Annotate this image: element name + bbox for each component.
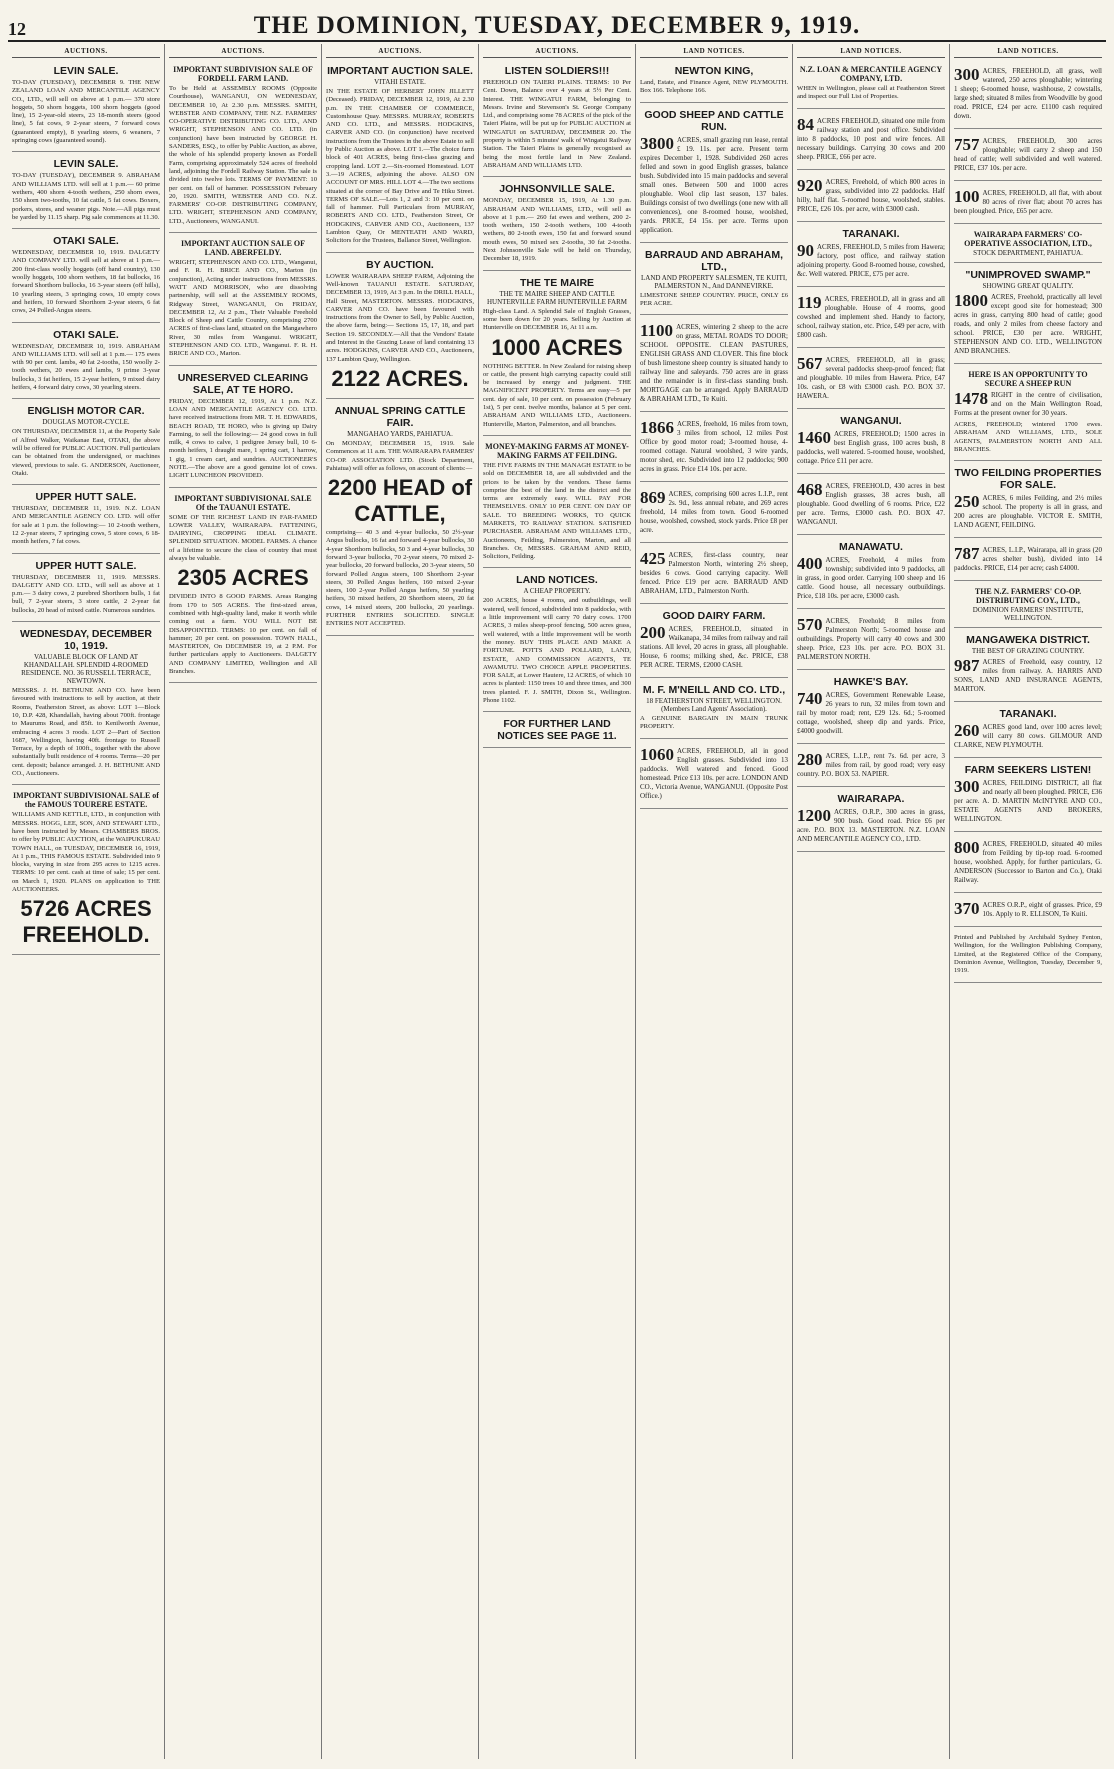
- acreage-headline: 5726 ACRES FREEHOLD.: [20, 896, 152, 948]
- acreage-text: ACRES, FREEHOLD, all in grass; several paddocks sheep-proof fenced; flat and ploughable. 10 miles from Hawera. Price, £47 10s. cash, or £8 with £3000 cash. P.O. BOX 37. HAWERA.: [797, 355, 945, 400]
- notice-heading: WAIRARAPA.: [837, 792, 905, 805]
- notice-heading: MANAWATU.: [839, 540, 903, 553]
- acreage-number: 1800: [954, 291, 988, 310]
- notice-subheading: THE TE MAIRE SHEEP AND CATTLE HUNTERVILLE FARM HUNTERVILLE FARM: [487, 289, 627, 306]
- acreage-listing: [954, 658, 1102, 694]
- acreage-text: ACRES, first-class country, near Palmerston North, wintering 2½ sheep, besides 6 cows. Good carrying capacity. Well fenced. Price £19 per acre. BARRAUD AND ABRAHAM, LTD., Palmerston North.: [640, 551, 788, 596]
- notice: [954, 131, 1102, 181]
- notice-heading: FARM SEEKERS LISTEN!: [964, 764, 1092, 777]
- acreage-listing: [954, 901, 1102, 919]
- notice: [954, 704, 1102, 758]
- column-6: [793, 44, 950, 1759]
- acreage-listing: [797, 479, 945, 527]
- notice-heading: JOHNSONVILLE SALE.: [499, 183, 615, 196]
- acreage-text: ACRES O.R.P., eight of grasses. Price, £9 10s. Apply to R. ELLISON, Te Kuiti.: [982, 901, 1102, 919]
- notice: [169, 368, 317, 488]
- notice-body: THURSDAY, DECEMBER 11, 1919. MESSRS. DALGETY AND CO. LTD., will sell as above at 1 p.m.— 3 dairy cows, 2 purebred Shorthorn bulls, 1 fat bull, 7 2-year steers, 3 store cattle, 2 2-year fat bullocks, 20 head of mixed cattle. Numerous sundries.: [12, 573, 160, 614]
- notice-body: LOWER WAIRARAPA SHEEP FARM, Adjoining the Well-known TAUANUI ESTATE. SATURDAY, DECEMBER 13, 1919, At 3 p.m. In the DRILL HALL, Hall Street, MASTERTON. MESSRS. HODGKINS, CARVER AND CO. have been favoured with instructions from the Owner to Sell, by Public Auction, the above farm, being:— Sections 15, 17, 18, and part Section 19. SECONDLY.—All that the Vendors' Estate and Interest in the Grazing Lease of land containing 13 acres. HODGKINS, CARVER AND CO., Auctioneers, 137 Lambton Quay, Wellington.: [326, 272, 474, 363]
- acreage-number: 3800: [640, 133, 674, 153]
- acreage-number: 1478: [954, 389, 988, 408]
- notice-heading: M. F. M'NEILL AND CO. LTD.,: [642, 684, 786, 697]
- acreage-number: 570: [797, 614, 823, 634]
- acreage-listing: [640, 420, 788, 474]
- notice: [954, 834, 1102, 893]
- columns-container: [8, 44, 1106, 1759]
- acreage-listing: [954, 189, 1102, 216]
- notice: [640, 245, 788, 316]
- acreage-number: 567: [797, 353, 823, 373]
- notice: [640, 545, 788, 604]
- notice-body-continued: NOTHING BETTER. In New Zealand for raising sheep or cattle, the present high carrying capacity could still be increased by energy and judgment. THE MAGNIFICENT PROPERTY. Terms are easy—5 per cent. day of sale, 10 per cent. on possession (February 1st), 5 per cent. twelve months, balance at 5 per cent. ABRAHAM AND WILLIAMS LTD., Auctioneers. Hunterville, Marton, Palmerston, and all branches.: [483, 362, 631, 428]
- notice: [12, 487, 160, 553]
- acreage-number: 740: [797, 688, 823, 708]
- acreage-number: 250: [954, 492, 980, 512]
- acreage-text: ACRES, 6 miles Feilding, and 2½ miles school. The property is all in grass, and 200 acres are ploughable. VICTOR E. SMITH, LAND AGENT, FEILDING.: [954, 494, 1102, 530]
- newspaper-title: THE DOMINION, TUESDAY, DECEMBER 9, 1919.: [253, 12, 861, 39]
- notice-body: WHEN in Wellington, please call at Featherston Street and inspect our Full List of Properties.: [797, 85, 945, 101]
- notice: [12, 787, 160, 955]
- notice: [12, 325, 160, 400]
- acreage-text: ACRES, FREEHOLD, situated in Waikanapa, 34 miles from railway and rail stations. All level, 20 acres in grass, all ploughable. House, 6 rooms; milking shed, &c. PRICE, £38 PER ACRE. TERMS, £2000 CASH.: [640, 625, 788, 670]
- acreage-text: ACRES, FEILDING DISTRICT, all flat and nearly all been ploughed. PRICE, £36 per acre. A. D. MARTIN McINTYRE AND CO., ESTATE AGENTS AND BROKERS, WELLINGTON.: [954, 779, 1102, 824]
- acreage-number: 260: [954, 721, 980, 741]
- notice: [797, 789, 945, 852]
- notice: [954, 583, 1102, 628]
- notice: [797, 611, 945, 670]
- notice: [797, 111, 945, 170]
- acreage-text: ACRES, Freehold, of which 800 acres in grass, subdivided into 22 paddocks. Half hilly, half flat. 5-roomed house, woolshed, stables. PRICE, £26 10s. per acre, with £3000 cash.: [797, 177, 945, 213]
- acreage-listing: [797, 427, 945, 466]
- notice-subheading: LAND AND PROPERTY SALESMEN, TE KUITI, PALMERSTON N., And DANNEVIRKE.: [641, 273, 787, 290]
- notice: [954, 929, 1102, 982]
- column-header: LAND NOTICES.: [954, 44, 1102, 58]
- notice-heading: LAND NOTICES.: [516, 574, 598, 587]
- notice-heading: GOOD DAIRY FARM.: [662, 610, 766, 623]
- acreage-listing: [797, 614, 945, 662]
- acreage-text: ACRES, FREEHOLD, 300 acres ploughable; will carry 2 sheep and 150 head of cattle; well subdivided and well watered. PRICE, £37 10s. per acre.: [954, 137, 1102, 172]
- notice-body: THURSDAY, DECEMBER 11, 1919. N.Z. LOAN AND MERCANTILE AGENCY CO. LTD. will offer for sale at 1 p.m. the following:— 10 2-tooth wethers, 12 2-year steers, 7 springing cows, 5 store cows, 6 18-month heifers, 7 fat cows.: [12, 505, 160, 546]
- notice: [483, 714, 631, 748]
- notice: [483, 61, 631, 177]
- notice-body-continued: comprising— 40 3 and 4-year bullocks, 50 2½-year Angus bullocks, 16 fat and forward 4-year bullocks, 30 4-year Shorthorn bullocks, 50 3 and 4-year bullocks, 30 forward 3-year bullocks, 70 2-year steers, 70 mixed 2-year bullocks, 20 forward bullocks, 20 3-year steers, 50 forward Polled Angus steers, 100 Shorthorn 2-year steers, 30 Polled Angus heifers, 160 mixed 2-year steers, 100 2-year Polled Angus heifers, 50 yearling heifers, 30 mixed heifers, 20 Shorthorn steers, 20 fat cows, 14 mixed steers, 200 bullocks, 20 yearlings. FURTHER ENTRIES SOLICITED. SINGLE ENTRIES NOT ACCEPTED.: [326, 529, 474, 628]
- notice-subheading: STOCK DEPARTMENT, PAHIATUA.: [973, 249, 1083, 257]
- acreage-listing: [797, 114, 945, 162]
- acreage-text: RIGHT in the centre of civilisation, and on the Main Wellington Road, Forms at the present owner for 30 years.: [954, 391, 1102, 417]
- acreage-listing: [954, 723, 1102, 750]
- notice-subheading: DOMINION FARMERS' INSTITUTE, WELLINGTON.: [972, 606, 1084, 623]
- notice-body: FREEHOLD ON TAIERI PLAINS. TERMS: 10 Per Cent. Down, Balance over 4 years at 5½ Per Cent. Interest. THE WINGATUI FARM, belonging to Messrs. Irvine and Stevenson's St. George Company Ltd., and comprising some 78 ACRES of the pick of the Taieri Plains, will be put up for PUBLIC AUCTION at WINGATUI on SATURDAY, DECEMBER 20. The property is within 5 minutes' walk of Wingatui Railway Station. The Taieri Plains is generally recognised as being the most fertile land in New Zealand. ABRAHAM AND WILLIAMS LTD.: [483, 79, 631, 169]
- notice: [326, 255, 474, 399]
- acreage-text: ACRES, FREEHOLD, all flat, with about 80 acres of river flat; about 70 acres has been ploughed. Price, £65 per acre.: [954, 189, 1102, 215]
- notice: [954, 265, 1102, 364]
- notice: [640, 606, 788, 678]
- notice-heading: IMPORTANT SUBDIVISIONAL SALE Of the TAUANUI ESTATE.: [174, 493, 312, 512]
- acreage-number: 119: [797, 292, 822, 312]
- notice: [954, 366, 1102, 461]
- acreage-headline: 2305 ACRES: [177, 565, 309, 591]
- acreage-listing: [797, 749, 945, 779]
- notice: [954, 183, 1102, 224]
- notice: [797, 746, 945, 787]
- notice-heading: UPPER HUTT SALE.: [35, 559, 137, 572]
- notice-heading: TWO FEILDING PROPERTIES FOR SALE.: [954, 467, 1102, 492]
- notice-body: Printed and Published by Archibald Sydney Fenton, Wellington, for the Wellington Publishing Company, Limited, at the Registered Office of the Company, Dominion Avenue, Wellington, Tuesday, December 9, 1919.: [954, 934, 1102, 975]
- acreage-listing: [797, 292, 945, 340]
- acreage-text: ACRES FREEHOLD, situated one mile from railway station and post office. Subdivided into 8 paddocks, 10 post and wire fences. All necessary buildings. Carrying 30 cows and 200 sheep. PRICE, £66 per acre.: [797, 116, 945, 161]
- notice: [483, 570, 631, 712]
- notice-subheading: VALUABLE BLOCK OF LAND AT KHANDALLAH. SPLENDID 4-ROOMED RESIDENCE. NO. 36 RUSSELL TERRACE, NEWTOWN.: [21, 653, 151, 686]
- column-4: [479, 44, 636, 1759]
- acreage-text: ACRES, FREEHOLD, 5 miles from Hawera; factory, post office, and railway station adjoining property. Good 8-roomed house, cowshed, &c. Well watered. PRICE, £75 per acre.: [797, 242, 945, 278]
- acreage-text: ACRES, wintering 2 sheep to the acre on grass, METAL ROADS TO DOOR; SCHOOL OPPOSITE. CLEAN PASTURES, ENGLISH GRASS AND CLOVER. This fine block of bush limestone sheep country is situated handy to railway line and saleyards. 750 acres are in grass and the remainder is in first-class standing bush. MORTGAGE can be arranged. Apply BARRAUD & ABRAHAM LTD., Te Kuiti.: [640, 323, 788, 404]
- notice-body: Land, Estate, and Finance Agent, NEW PLYMOUTH. Box 166. Telephone 166.: [640, 79, 788, 95]
- acreage-text: ACRES of Freehold, easy country, 12 miles from railway. A. HARRIS AND SONS, LAND AND INSURANCE AGENTS, MARTON.: [954, 658, 1102, 694]
- acreage-number: 920: [797, 175, 823, 195]
- acreage-text: ACRES, FREEHOLD, all in good English grasses. Subdivided into 13 paddocks. Well watered and fenced. Good homestead. Price £13 10s. per acre. LONDON AND CO., Victoria Avenue, WANGANUI. (Opposite Post Office.): [640, 746, 788, 800]
- notice-heading: WAIRARAPA FARMERS' CO-OPERATIVE ASSOCIATION, LTD.,: [964, 230, 1092, 248]
- notice-heading: THE TE MAIRE: [519, 276, 595, 289]
- acreage-text: ACRES, FREEHOLD, all in grass and all ploughable. House of 4 rooms, good cowshed and implement shed. Handy to factory, school, railway station, etc. Price, £49 per acre, with £800 cash.: [797, 294, 945, 339]
- notice: [797, 172, 945, 222]
- notice-body: LIMESTONE SHEEP COUNTRY. PRICE, ONLY £6 PER ACRE.: [640, 291, 788, 307]
- column-3: [322, 44, 479, 1759]
- acreage-listing: [954, 293, 1102, 356]
- notice: [12, 61, 160, 152]
- notice: [169, 490, 317, 684]
- notice-body: THE FIVE FARMS IN THE MANAGH ESTATE to be sold on DECEMBER 18, are all subdivided and the prices to be taken by the vendors. These farms comprise the best of the land in the district and the terms are extremely easy. WILL PAY FOR THEMSELVES. ONLY 10 PER CENT. ON DAY OF SALE. TO BREEDING WORKS, TO QUICK MARKETS, TO RAILWAY STATION. SATISFIED PURCHASER. ABRAHAM AND WILLIAMS LTD., Auctioneers, Feilding, Palmerston, Marton, and all Branches. Or, MESSRS. GRAHAM AND REID, Solicitors, Feilding.: [483, 461, 631, 561]
- notice-heading: LISTEN SOLDIERS!!!: [504, 65, 610, 77]
- notice: [12, 624, 160, 785]
- notice-body: A GENUINE BARGAIN IN MAIN TRUNK PROPERTY.: [640, 715, 788, 731]
- notice: [797, 61, 945, 109]
- acreage-number: 84: [797, 114, 814, 134]
- notice-body: MONDAY, DECEMBER 15, 1919, At 1.30 p.m. ABRAHAM AND WILLIAMS, LTD., will sell as above at 1 p.m.— 260 fat ewes and wethers, 200 2-tooth wethers, 150 2-tooth wethers, 100 4-tooth wethers, 80 2-tooth ewes, 150 fat and forward sound mouth ewes, 50 mixed sex 2-tooths, 30 fat 2-tooths. Next Johnsonville Sale will be held on Thursday, December 18, 1919.: [483, 197, 631, 263]
- acreage-number: 90: [797, 240, 814, 260]
- notice-subheading: VITAHI ESTATE.: [374, 78, 426, 86]
- acreage-listing: [954, 67, 1102, 121]
- column-header: AUCTIONS.: [12, 44, 160, 58]
- notice: [326, 61, 474, 253]
- column-1: [8, 44, 165, 1759]
- notice-heading: BARRAUD AND ABRAHAM, LTD.,: [644, 248, 784, 273]
- notice-heading: "UNIMPROVED SWAMP.": [965, 269, 1091, 281]
- notice: [640, 105, 788, 243]
- notice: [640, 680, 788, 739]
- notice-heading: MONEY-MAKING FARMS AT MONEY-MAKING FARMS AT FEILDING.: [485, 441, 629, 460]
- notice-heading: UNRESERVED CLEARING SALE, AT TE HORO.: [177, 371, 309, 396]
- notice-body: To be Held at ASSEMBLY ROOMS (Opposite Courthouse), WANGANUI, ON WEDNESDAY, DECEMBER 10, At 2.30 p.m. MESSRS. SMITH, WEBSTER AND COMPANY, THE N.Z. FARMERS' CO-OPERATIVE DISTRIBUTING CO. LTD., AND WRIGHT, STEPHENSON AND CO. LTD. (in conjunction) have been instructed by GEORGE H. SANDERS, ESQ., to offer by Public Auction, as above, the whole of his splendid property known as Fordell Farm, comprising approximately 524 acres of freehold land, adjoining the Fordell Railway Station. The sale is divided into twelve lots. TERMS OF PAYMENT: 10 per cent. on fall of hammer. POSSESSION February 20, 1920. SMITH, WEBSTER AND CO. N.Z. FARMERS' CO-OP. DISTRIBUTING COMPANY, LTD. WRIGHT, STEPHENSON AND COMPANY, LTD., Auctioneers, WANGANUI.: [169, 85, 317, 225]
- notice-subheading: A CHEAP PROPERTY.: [523, 587, 591, 596]
- notice-heading: WANGANUI.: [840, 414, 902, 427]
- notice-heading: BY AUCTION.: [366, 258, 434, 271]
- notice-heading: NEWTON KING,: [674, 65, 754, 77]
- notice-heading: OTAKI SALE.: [53, 328, 119, 341]
- notice-heading: N.Z. LOAN & MERCANTILE AGENCY COMPANY, LTD.: [799, 65, 943, 83]
- acreage-text: ACRES, L.I.P., rent 7s. 6d. per acre, 3 miles from rail, by good road; very easy country. P.O. BOX 53. NAPIER.: [797, 751, 945, 778]
- notice-heading: TARANAKI.: [842, 227, 900, 240]
- notice: [483, 179, 631, 270]
- acreage-listing: [640, 625, 788, 670]
- notice: [954, 760, 1102, 832]
- notice-heading: LEVIN SALE.: [53, 65, 119, 77]
- notice: [483, 273, 631, 436]
- acreage-listing: [640, 323, 788, 404]
- notice: [797, 537, 945, 609]
- acreage-number: 300: [954, 65, 980, 84]
- acreage-listing: [797, 553, 945, 601]
- acreage-headline: 2122 ACRES.: [331, 365, 469, 391]
- notice-body: High-class Land. A Splendid Sale of English Grasses, some been down for 20 years. Selling by Auction at Hunterville on DECEMBER 16, At 11 a.m.: [483, 307, 631, 332]
- acreage-listing: [797, 353, 945, 401]
- notice-heading: ANNUAL SPRING CATTLE FAIR.: [334, 404, 466, 429]
- notice-heading: IMPORTANT AUCTION SALE.: [327, 65, 473, 77]
- notice: [12, 154, 160, 229]
- notice: [12, 556, 160, 622]
- notice: [797, 224, 945, 287]
- notice: [954, 463, 1102, 538]
- notice-heading: UPPER HUTT SALE.: [35, 491, 137, 504]
- notice-heading: HERE IS AN OPPORTUNITY TO SECURE A SHEEP RUN: [968, 370, 1088, 388]
- acreage-text: ACRES, FREEHOLD, situated 40 miles from Feilding by tip-top road. 6-roomed house, woolshed. Apply, for further particulars, G. ANDERSON (Successor to Barton and Co.), Otaki Railway.: [954, 840, 1102, 885]
- notice: [954, 61, 1102, 129]
- notice-body: SOME OF THE RICHEST LAND IN FAR-FAMED LOWER VALLEY, WAIRARAPA. FATTENING, DAIRYING, CROPPING IDEAL CLIMATE. SPLENDID SITUATION. MODEL FARMS. A chance of a lifetime to secure the class of country that must always be valuable.: [169, 513, 317, 563]
- notice: [12, 401, 160, 485]
- acreage-text: ACRES, Freehold, practically all level except good site for homestead; 300 acres in grass, carrying 800 head of cattle; good roads, and only 2 miles from cheese factory and school. PRICE, £30 per acre. WRIGHT, STEPHENSON AND CO. LTD., WELLINGTON AND BRANCHES.: [954, 293, 1102, 355]
- notice-body: WILLIAMS AND KETTLE, LTD., in conjunction with MESSRS. HOGG, LEE, SON, AND STEWART LTD., have been instructed by Messrs. CHAMBERS BROS. to offer by PUBLIC AUCTION, at the WAIPUKURAU TOWN HALL, on TUESDAY, DECEMBER 16, 1919, At 1 p.m., THIS FAMOUS ESTATE. Subdivided into 9 blocks, varying in size from 295 acres to 1215 acres. TERMS: 10 per cent. cash at time of sale; 15 per cent. on March 1, 1920. PLANS on application to THE AUCTIONEERS.: [12, 811, 160, 893]
- acreage-text: ACRES, small grazing run lease, rental £ 19. 11s. per acre. Present term expires December 1, 1928. Subdivided 260 acres felled and sown in good English grasses, balance bush. Subdivided into 15 main paddocks and several small ones. Between 500 and 1000 acres ploughable. Wool clip last season, 137 bales. Buildings consist of two dwellings (one new with all conveniences), one 8-roomed house, woolshed, yards. PRICE, £4 15s. per acre. Terms upon application.: [640, 135, 788, 234]
- notice-subheading: DOUGLAS MOTOR-CYCLE.: [42, 418, 130, 427]
- acreage-number: 1866: [640, 418, 674, 438]
- notice-heading: MANGAWEKA DISTRICT.: [966, 634, 1090, 647]
- page-number: 12: [8, 19, 26, 39]
- notice-heading: WEDNESDAY, DECEMBER 10, 1919.: [19, 628, 153, 653]
- acreage-listing: [640, 490, 788, 535]
- acreage-number: 300: [954, 777, 980, 797]
- notice-body: IN THE ESTATE OF HERBERT JOHN JILLETT (Deceased). FRIDAY, DECEMBER 12, 1919, At 2.30 p.m. IN THE CHAMBER OF COMMERCE, Customhouse Quay. MESSRS. MURRAY, ROBERTS AND CO. LTD., and MESSRS. HODGKINS, CARVER AND CO. (in conjunction) have received instructions from the Trustees in the above Estate to sell by Public Auction as above. LOT 1.—The choice farm block of 401 ACRES, being first-class grazing and cropping land. LOT 2.—Six-roomed Homestead. LOT 3.—19 ACRES, adjoining the above. ALSO ON ACCOUNT OF MRS. HILL LOT 4.—The two sections situated at the corner of Bay Drive and Te Hiku Street. TERMS OF SALE.—Lots 1, 2 and 3: 10 per cent. on fall of hammer. Full Particulars from MURRAY, ROBERTS AND CO. LTD., Featherston Street, Or HODGKINS, CARVER AND CO., Auctioneers, 137 Lambton Quay, Or MENTEATH AND WARD, Solicitors for the Trustees, Ballance Street, Wellington.: [326, 88, 474, 245]
- acreage-listing: [954, 840, 1102, 885]
- acreage-number: 425: [640, 549, 666, 569]
- notice-body-continued: DIVIDED INTO 8 GOOD FARMS. Areas Ranging from 170 to 505 ACRES. The first-sized areas, combined with high-quality land, make it worth while coming out a farm. YOU WILL NOT BE DISAPPOINTED. TERMS: 10 per cent. on fall of hammer; 20 per cent. on possession. TOWN HALL, MASTERTON, On DECEMBER 19, at 2 P.M. For further particulars apply to Auctioneers. DALGETY AND COMPANY LIMITED, Wellington and All Branches.: [169, 593, 317, 676]
- acreage-text: ACRES, FREEHOLD, all grass, well watered, 250 acres ploughable; wintering 1 sheep; 6-roomed house, washhouse, 2 cowstalls, large shed; situated 8 miles from Woodville by good road. PRICE, £24 per acre. £1100 cash required down.: [954, 67, 1102, 120]
- notice-heading: HAWKE'S BAY.: [833, 675, 909, 688]
- acreage-number: 757: [954, 135, 980, 154]
- acreage-headline: 1000 ACRES: [491, 334, 623, 360]
- acreage-number: 280: [797, 749, 823, 769]
- acreage-number: 400: [797, 553, 823, 573]
- acreage-listing: [954, 779, 1102, 824]
- notice-heading: IMPORTANT SUBDIVISION SALE OF FORDELL FARM LAND.: [173, 65, 313, 83]
- notice-heading: IMPORTANT SUBDIVISIONAL SALE of the FAMOUS TOURERE ESTATE.: [13, 791, 159, 810]
- notice-body: TO-DAY (TUESDAY), DECEMBER 9. ABRAHAM AND WILLIAMS LTD. will sell at 1 p.m.— 60 prime wethers, 400 shorn 4-tooth wethers, 250 shorn ewes, 150 shorn two-tooths, 10 fat cattle, 5 fat cows. Boxers, porkers, stores, and weaner pigs. Note.—All pigs must be yarded by 11.15 sharp. Pig sale commences at 11.30.: [12, 172, 160, 221]
- acreage-text: ACRES, O.R.P., 300 acres in grass, 900 bush. Good road. Price £6 per acre. P.O. BOX 13. MASTERTON. N.Z. LOAN AND MERCANTILE AGENCY CO., LTD.: [797, 807, 945, 843]
- acreage-text: ACRES, L.I.P., Wairarapa, all in grass (20 acres shelter bush), divided into 14 paddocks. PRICE, £14 per acre; cash £4000.: [954, 546, 1102, 573]
- notice: [797, 411, 945, 474]
- column-header: AUCTIONS.: [169, 44, 317, 58]
- notice-subheading: THE BEST OF GRAZING COUNTRY.: [971, 647, 1085, 656]
- column-5: [636, 44, 793, 1759]
- acreage-text: ACRES, FREEHOLD; 1500 acres in best English grass, 100 acres bush, 8 paddocks, well watered. 5-roomed house, woolshed, cottage. Price £11 per acre.: [797, 429, 945, 465]
- notice: [640, 61, 788, 103]
- acreage-text: ACRES, Freehold; 8 miles from Palmerston North; 5-roomed house and outbuildings. Property will carry 40 cows and 300 sheep. Price, £23 10s. per acre. P.O. BOX 31. PALMERSTON NORTH.: [797, 616, 945, 661]
- notice-heading: LEVIN SALE.: [53, 158, 119, 171]
- notice: [640, 414, 788, 482]
- notice: [797, 350, 945, 409]
- notice-body: WRIGHT, STEPHENSON AND CO. LTD., Wanganui, and F. R. H. BRICE AND CO., Marton (in conjunction), Acting under instructions from MESSRS. WATT AND MORRISON, who are dissolving partnership, will sell at the ASSEMBLY ROOMS, Ridgway Street, WANGANUI, On FRIDAY, DECEMBER 12, At 2 p.m., Their Valuable Freehold Block of Sheep and Cattle Country, comprising 2700 ACRES of first-class land, situated on the Mangawhero River, 30 miles from Wanganui. WRIGHT, STEPHENSON AND CO. LTD., Wanganui. F. R. H. BRICE AND CO., Marton.: [169, 259, 317, 358]
- acreage-listing: [640, 744, 788, 801]
- acreage-number: 1460: [797, 427, 831, 447]
- acreage-number: 1200: [797, 805, 831, 825]
- notice-heading: TARANAKI.: [999, 708, 1057, 721]
- acreage-number: 100: [954, 187, 980, 206]
- acreage-listing: [954, 494, 1102, 530]
- notice-body: WEDNESDAY, DECEMBER 10, 1919. ABRAHAM AND WILLIAMS LTD. will sell at 1 p.m.— 175 ewes with 90 per cent. lambs, 40 fat 2-tooths, 150 woolly 2-tooth wethers, 20 ewes and lambs, 9 prime 3-year bullocks, 3 fat heifers, 15 2-year heifers, 9 mixed dairy heifers, 4 forward dairy cows, 30 yearling steers.: [12, 342, 160, 392]
- acreage-number: 468: [797, 479, 823, 499]
- acreage-listing: [640, 133, 788, 235]
- acreage-text: ACRES, FREEHOLD, 430 acres in best English grasses, 38 acres bush, all ploughable. Good dwelling of 6 rooms. Price, £22 per acre. Terms, £3000 cash. P.O. BOX 47. WANGANUI.: [797, 481, 945, 526]
- notice: [954, 895, 1102, 927]
- notice: [797, 289, 945, 348]
- column-7: [950, 44, 1106, 1759]
- acreage-listing: [797, 805, 945, 844]
- notice-heading: ENGLISH MOTOR CAR.: [27, 405, 145, 418]
- notice-subheading: SHOWING GREAT QUALITY.: [982, 282, 1074, 290]
- notice: [797, 672, 945, 744]
- notice: [483, 438, 631, 569]
- column-header: AUCTIONS.: [483, 44, 631, 58]
- notice: [797, 476, 945, 535]
- notice: [12, 231, 160, 322]
- notice-heading: THE N.Z. FARMERS' CO-OP. DISTRIBUTING COY., LTD.,: [974, 587, 1082, 606]
- notice-heading: IMPORTANT AUCTION SALE OF LAND. ABERFELDY.: [180, 239, 306, 258]
- notice: [169, 61, 317, 233]
- acreage-listing: [797, 240, 945, 279]
- acreage-number: 1060: [640, 744, 674, 764]
- acreage-number: 370: [954, 899, 980, 919]
- notice-body: FRIDAY, DECEMBER 12, 1919, At 1 p.m. N.Z. LOAN AND MERCANTILE AGENCY CO. LTD. have received instructions from MR. T. H. EDWARDS, BEACH ROAD, TE HORO, who is giving up Dairy Farming, to sell the following:— 24 good cows in full milk, 4 cows to calve, 1 pedigree Jersey bull, 10 6-month heifers, 1 draught mare, 1 spring cart, 1 harrow, 1 gig, 1 cream cart, and sundries. AUCTIONEER'S NOTE.—The above are a good genuine lot of cows. LIGHT LUNCHEON PROVIDED.: [169, 397, 317, 480]
- acreage-number: 869: [640, 488, 666, 508]
- acreage-listing: [640, 551, 788, 596]
- notice-body: MESSRS. J. H. BETHUNE AND CO. have been favoured with instructions to sell by auction, at their Rooms, Featherston Street, as above: LOT 1—Block 10, D.P. 428, Khandallah, having about 700ft. frontage to Maurums Road, and 85ft. to Kenilworth Avenue, embracing 4 acres 3 roods. LOT 2—Part of Section 1687, Wellington, having 40ft. frontage to Russell Terrace, by a depth of 100ft., together with the above substantially built residence of 4 rooms. Terms—20 per cent. deposit; balance arranged. J. H. BETHUNE AND CO., Auctioneers.: [12, 687, 160, 778]
- notice: [640, 317, 788, 412]
- acreage-text: ACRES, freehold, 16 miles from town, 3 miles from school, 12 miles Post Office by good motor road; 3-roomed house, 4-roomed cottage. Natural woolshed, 3 wire yards, motor shed, etc. Subdivided into 12 paddocks; 900 acres in grass. Price £14 10s. per acre.: [640, 420, 788, 474]
- acreage-number: 200: [640, 623, 666, 643]
- masthead: [8, 6, 1106, 42]
- notice-subheading: 18 FEATHERSTON STREET, WELLINGTON. (Members Land Agents' Association).: [646, 697, 782, 714]
- notice-heading: FOR FURTHER LAND NOTICES SEE PAGE 11.: [497, 718, 617, 743]
- acreage-listing: [797, 688, 945, 736]
- notice: [640, 741, 788, 809]
- acreage-number: 800: [954, 838, 980, 858]
- acreage-number: 787: [954, 544, 980, 564]
- acreage-number: 987: [954, 656, 980, 676]
- notice-heading: OTAKI SALE.: [53, 235, 119, 248]
- notice-subheading: MANGAHAO YARDS, PAHIATUA.: [347, 429, 453, 438]
- acreage-listing: [954, 137, 1102, 173]
- column-header: AUCTIONS.: [326, 44, 474, 58]
- notice: [169, 235, 317, 366]
- acreage-headline: 2200 HEAD of CATTLE,: [327, 475, 473, 527]
- acreage-listing: [954, 546, 1102, 573]
- notice: [954, 226, 1102, 263]
- notice-body: 200 ACRES, house 4 rooms, and outbuildings, well watered, well fenced, subdivided into 8 paddocks, with a little improvement will carry 70 dairy cows. 1700 ACRES, 3 miles sheep-proof fencing, 500 acres grass, well watered, with a little improvement will be worth the money. BUY THIS PLACE AND MAKE A FORTUNE. POTTS AND POLLARD, LAND, ESTATE, AND COMMISSION AGENTS, TE AWAMUTU. TWO CHOICE APPLE PROPERTIES. FOR SALE, at Lower Hautere, 12 ACRES, of which 10 acres is planted: 1150 trees 10 and three times, and 300 trees planted. F. J. SMITH, Dixon St., Wellington. Phone 1102.: [483, 597, 631, 705]
- acreage-text: ACRES, Government Renewable Lease, 26 years to run, 32 miles from town and rail by motor road; rent, £29 12s. 6d.; 5-roomed cottage, woolshed, sheep dip and yards. Price, £4000 goodwill.: [797, 690, 945, 735]
- notice-body: On MONDAY, DECEMBER 15, 1919. Sale Commences at 11 a.m. THE WAIRARAPA FARMERS' CO-OP. ASSOCIATION LTD. (Stock Department, Pahiatua) will offer as follows, on account of clients:—: [326, 439, 474, 472]
- acreage-text: ACRES, Freehold, 4 miles from township; subdivided into 9 paddocks, all in grass, in good order. Carrying 100 sheep and 16 cattle. Good house, all necessary outbuildings. Price, £18 10s. per acre, £3000 cash.: [797, 555, 945, 600]
- acreage-text: ACRES, comprising 600 acres L.I.P., rent 2s. 9d., less annual rebate, and 269 acres freehold, 14 miles from town. Good 6-roomed house, woolshed, cowshed, stock yards. Price £8 per acre.: [640, 490, 788, 535]
- column-header: LAND NOTICES.: [797, 44, 945, 58]
- notice-body: ON THURSDAY, DECEMBER 11, at the Property Sale of Alfred Walker, Waikanae East, OTAKI, the above will be offered for PUBLIC AUCTION. Full particulars can be obtained from the undersigned, or machines viewed, previous to sale. G. ANDERSON, Auctioneer, Otaki.: [12, 428, 160, 477]
- notice: [640, 484, 788, 543]
- acreage-listing: [797, 175, 945, 214]
- acreage-number: 1100: [640, 321, 674, 341]
- notice-body: TO-DAY (TUESDAY), DECEMBER 9. THE NEW ZEALAND LOAN AND MERCANTILE AGENCY CO., LTD., will sell on above at 1 p.m.— 370 store hoggets, 50 shorn hoggets, 100 shorn hoggets (good line), 15 2-year-old steers, 23 18-month steers (good line), 5 fat cows, 9 2-year steers, 7 forward cows (guaranteed empty), 8 yearling steers, 6 weaners, 7 springing cows (guaranteed sound).: [12, 79, 160, 145]
- acreage-listing: [954, 391, 1102, 418]
- notice-heading: GOOD SHEEP AND CATTLE RUN.: [644, 108, 784, 133]
- notice-body-continued: ACRES, FREEHOLD; wintered 1700 ewes. ABRAHAM AND WILLIAMS, LTD., SOLE AGENTS, PALMERSTON NORTH AND ALL BRANCHES.: [954, 421, 1102, 453]
- acreage-text: ACRES good land, over 100 acres level; will carry 80 cows. GILMOUR AND CLARKE, NEW PLYMOUTH.: [954, 723, 1102, 750]
- notice: [326, 401, 474, 636]
- notice: [954, 630, 1102, 702]
- column-header: LAND NOTICES.: [640, 44, 788, 58]
- notice-body: WEDNESDAY, DECEMBER 10, 1919. DALGETY AND COMPANY LTD. will sell at above at 1 p.m.— 200 first-class woolly hoggets (off hand country), 130 woolly hoggets, 100 shorn wethers, 18 fat bullocks, 16 forward Shorthorn bullocks, 16 3-year steers (off hills), 10 yearling steers, 3 springing cows, 10 empty cows and heifers, 10 forward Shorthorn 2-year steers, 6 fat cows, 24 Polled-Angus steers.: [12, 249, 160, 315]
- column-2: [165, 44, 322, 1759]
- notice: [954, 540, 1102, 581]
